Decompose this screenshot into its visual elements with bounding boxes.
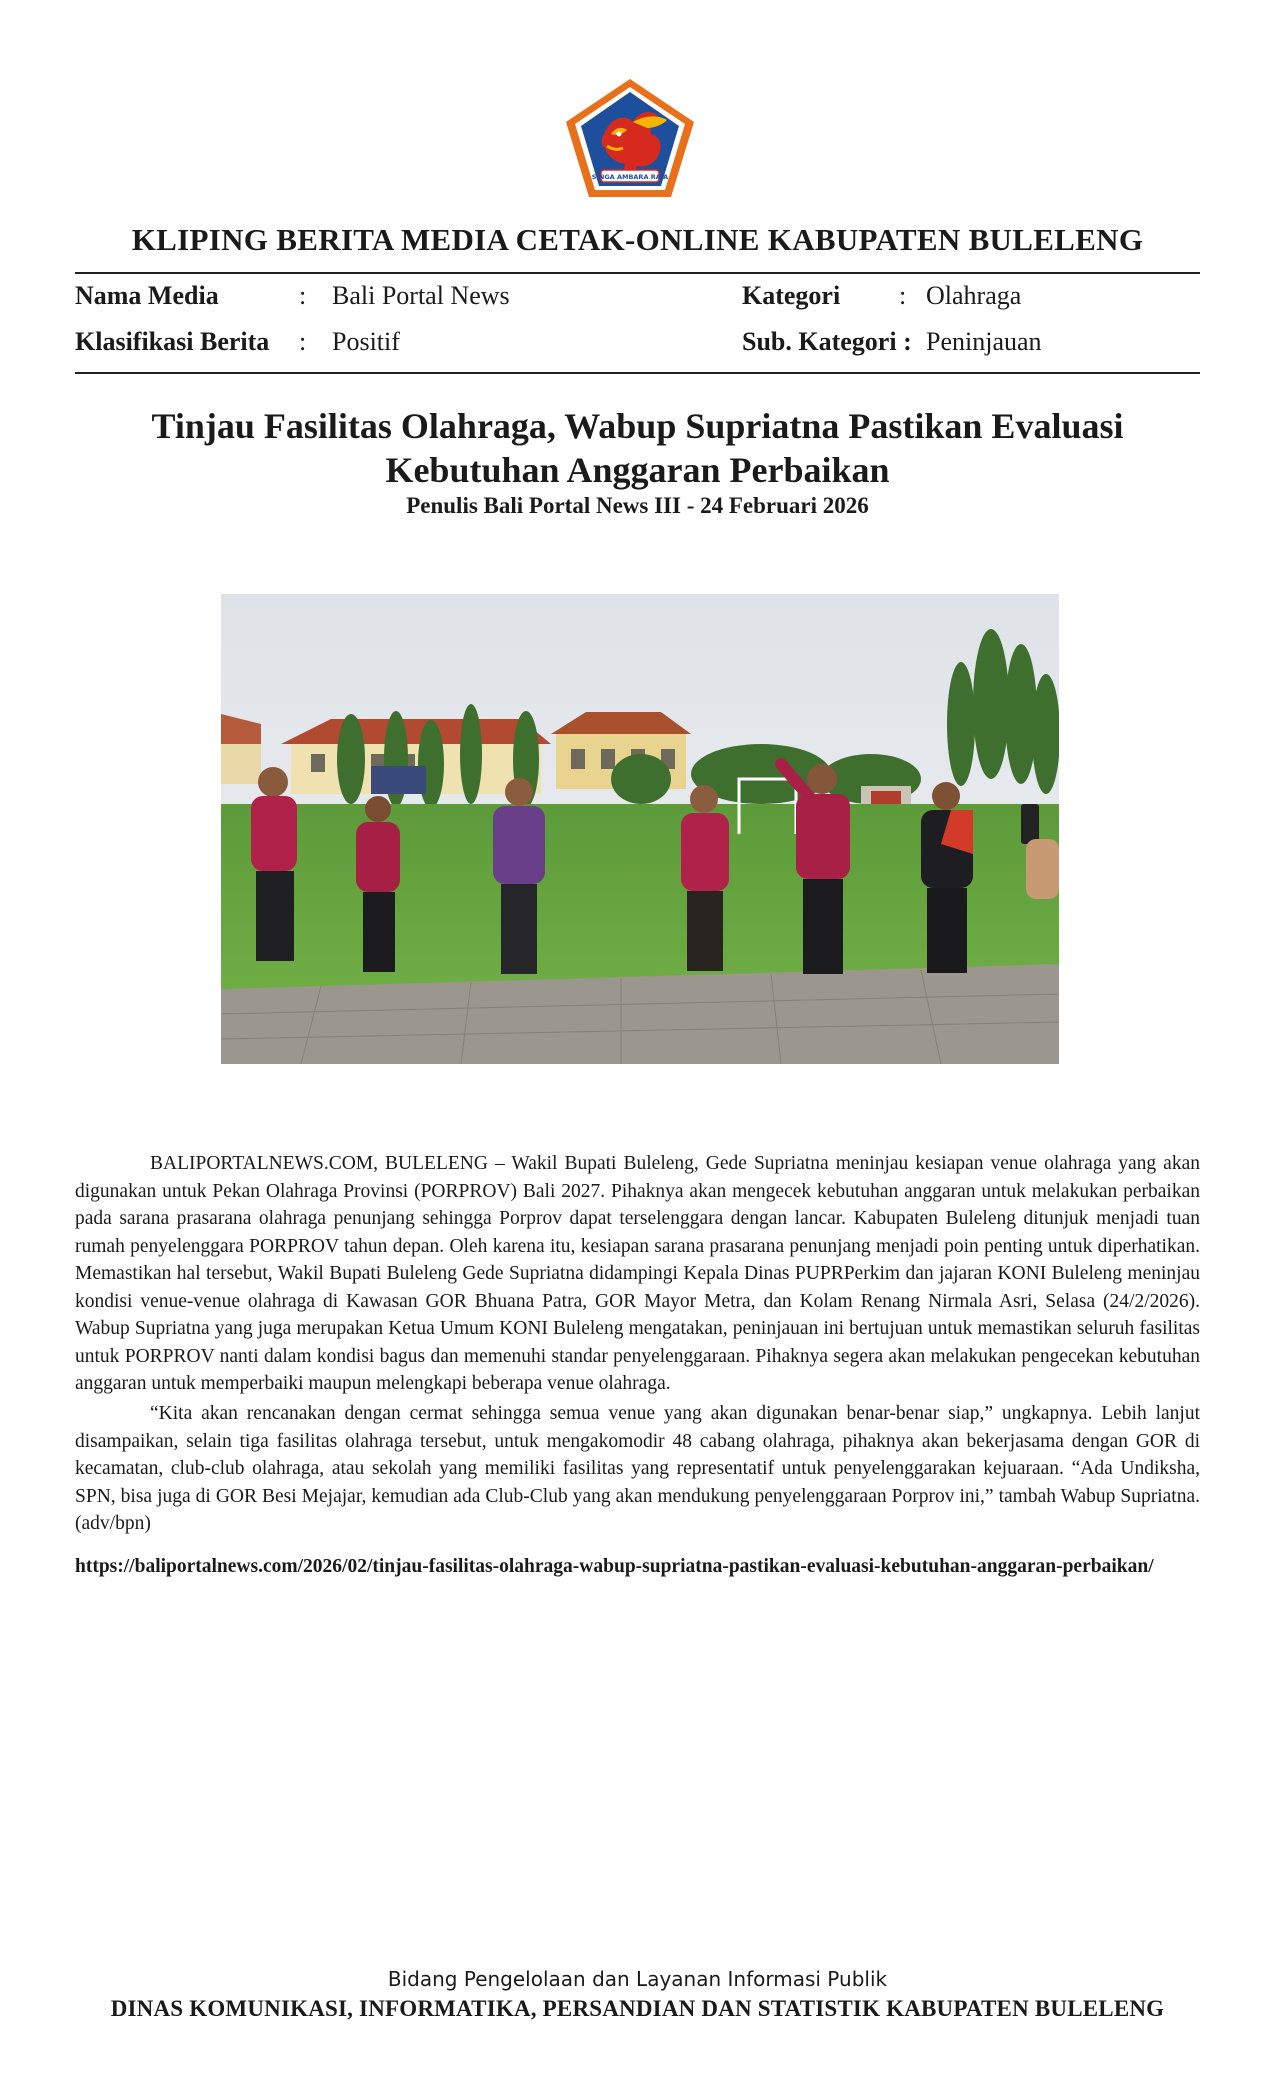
category-label: Kategori bbox=[742, 281, 841, 310]
header-bottom-rule bbox=[75, 372, 1200, 374]
subcategory-label: Sub. Kategori : bbox=[742, 327, 912, 356]
article-paragraph-2: “Kita akan rencanakan dengan cermat sehingga semua venue yang akan digunakan benar-benar siap,” ungkapnya. Lebih lanjut disampaikan, selain tiga fasilitas olahraga tersebut, untuk mengakomodir 48 cabang olahraga, pihaknya akan bekerjasama dengan GOR di kecamatan, club-club olahraga, atau sekolah yang memiliki fasilitas yang representatif untuk penyelenggarakan kejuaraan. “Ada Undiksha, SPN, bisa juga di GOR Besi Mejajar, kemudian ada Club-Club yang akan mendukung penyelenggaraan Porprov ini,” tambah Wabup Supriatna.(adv/bpn) bbox=[75, 1403, 1200, 1534]
document-heading: KLIPING BERITA MEDIA CETAK-ONLINE KABUPATEN BULELENG bbox=[131, 222, 1144, 257]
footer-division: Bidang Pengelolaan dan Layanan Informasi Publik bbox=[387, 1967, 888, 1991]
media-label: Nama Media bbox=[75, 281, 219, 310]
regency-emblem-logo bbox=[563, 76, 697, 200]
classification-value: Positif bbox=[332, 327, 400, 356]
news-photo bbox=[221, 594, 1059, 1064]
classification-colon: : bbox=[299, 327, 307, 356]
media-value: Bali Portal News bbox=[332, 281, 510, 310]
article-paragraph-1: BALIPORTALNEWS.COM, BULELENG – Wakil Bupati Buleleng, Gede Supriatna meninjau kesiapan venue olahraga yang akan digunakan untuk Pekan Olahraga Provinsi (PORPROV) Bali 2027. Pihaknya akan mengecek kebutuhan anggaran untuk melakukan perbaikan pada sarana prasarana olahraga penunjang sehingga Porprov dapat terselenggara dengan lancar. Kabupaten Buleleng ditunjuk menjadi tuan rumah penyelenggara PORPROV tahun depan. Oleh karena itu, kesiapan sarana prasarana penunjang menjadi poin penting untuk diperhatikan. Memastikan hal tersebut, Wakil Bupati Buleleng Gede Supriatna didampingi Kepala Dinas PUPRPerkim dan jajaran KONI Buleleng meninjau kondisi venue-venue olahraga di Kawasan GOR Bhuana Patra, GOR Mayor Metra, dan Kolam Renang Nirmala Asri, Selasa (24/2/2026). Wabup Supriatna yang juga merupakan Ketua Umum KONI Buleleng mengatakan, peninjauan ini bertujuan untuk memastikan seluruh fasilitas untuk PORPROV nanti dalam kondisi bagus dan memenuhi standar penyelenggaraan. Pihaknya segera akan melakukan pengecekan kebutuhan anggaran untuk memperbaiki maupun melengkapi beberapa venue olahraga. bbox=[75, 1153, 1200, 1394]
article-byline: Penulis Bali Portal News III - 24 Februari 2026 bbox=[406, 493, 869, 518]
media-colon: : bbox=[299, 281, 307, 310]
source-link[interactable]: https://baliportalnews.com/2026/02/tinjau-fasilitas-olahraga-wabup-supriatna-pastikan-evaluasi-kebutuhan-anggaran-perbaikan/ bbox=[75, 1556, 1154, 1577]
article-title: Tinjau Fasilitas Olahraga, Wabup Supriatna Pastikan Evaluasi Kebutuhan Anggaran Perbaikan bbox=[151, 406, 1124, 490]
subcategory-value: Peninjauan bbox=[926, 327, 1042, 356]
header-top-rule bbox=[75, 272, 1200, 274]
classification-label: Klasifikasi Berita bbox=[75, 327, 270, 356]
category-colon: : bbox=[899, 281, 907, 310]
meta-row-classification bbox=[0, 326, 1275, 360]
emblem-motto: SINGA AMBARA RAJA bbox=[591, 173, 669, 181]
footer-agency: DINAS KOMUNIKASI, INFORMATIKA, PERSANDIAN DAN STATISTIK KABUPATEN BULELENG bbox=[110, 1996, 1165, 2021]
category-value: Olahraga bbox=[926, 281, 1022, 310]
meta-row-media bbox=[0, 280, 1275, 314]
